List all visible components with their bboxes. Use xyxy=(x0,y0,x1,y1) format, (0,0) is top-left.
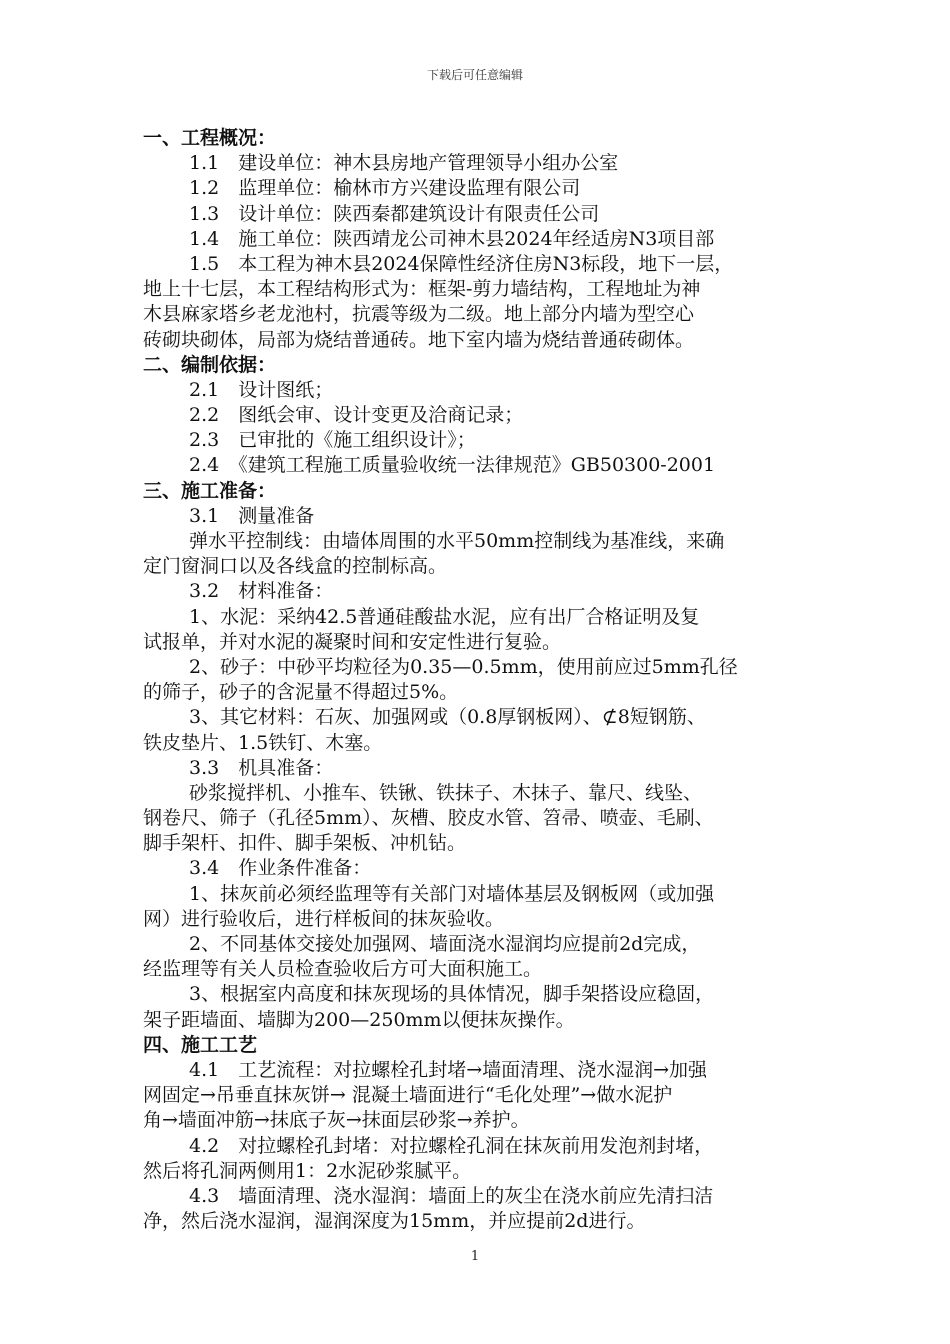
text-line: 4.2 对拉螺栓孔封堵：对拉螺栓孔洞在抹灰前用发泡剂封堵， xyxy=(189,1134,714,1157)
text-line: 2.1 设计图纸； xyxy=(189,378,334,401)
text-line: 2.2 图纸会审、设计变更及洽商记录； xyxy=(189,404,524,427)
text-line: 脚手架杆、扣件、脚手架板、冲机钻。 xyxy=(143,832,467,855)
text-line: 地上十七层，本工程结构形式为：框架-剪力墙结构，工程地址为神 xyxy=(143,278,701,301)
text-line: 2、砂子：中砂平均粒径为0.35—0.5mm，使用前应过5mm孔径 xyxy=(189,655,738,678)
text-line: 3、根据室内高度和抹灰现场的具体情况，脚手架搭设应稳固， xyxy=(189,983,715,1006)
text-line: 3.4 作业条件准备： xyxy=(189,857,372,880)
text-line: 然后将孔洞两侧用1：2水泥砂浆腻平。 xyxy=(143,1159,472,1182)
text-line: 木县麻家塔乡老龙池村，抗震等级为二级。地上部分内墙为型空心 xyxy=(143,303,695,326)
text-line: 2.3 已审批的《施工组织设计》； xyxy=(189,429,476,452)
text-line: 3.3 机具准备： xyxy=(189,756,334,779)
text-line: 1、抹灰前必须经监理等有关部门对墙体基层及钢板网（或加强 xyxy=(189,882,715,905)
section-heading: 四、施工工艺 xyxy=(143,1033,258,1056)
text-line: 3.2 材料准备： xyxy=(189,580,334,603)
text-line: 网）进行验收后，进行样板间的抹灰验收。 xyxy=(143,907,505,930)
document-body xyxy=(143,126,823,1234)
text-line: 架子距墙面、墙脚为200—250mm以便抹灰操作。 xyxy=(143,1008,575,1031)
text-line: 1.4 施工单位：陕西靖龙公司神木县2024年经适房N3项目部 xyxy=(189,227,715,250)
section-heading: 二、编制依据： xyxy=(143,353,277,376)
text-line: 2.4 《建筑工程施工质量验收统一法律规范》GB50300-2001 xyxy=(189,454,716,477)
text-line: 2、不同基体交接处加强网、墙面浇水湿润均应提前2d完成， xyxy=(189,933,701,955)
text-line: 1.5 本工程为神木县2024保障性经济住房N3标段，地下一层， xyxy=(189,252,734,275)
text-line: 钢卷尺、筛子（孔径5mm）、灰槽、胶皮水管、笤帚、喷壶、毛刷、 xyxy=(143,807,714,830)
page-number: 1 xyxy=(470,1249,480,1264)
text-line: 4.1 工艺流程：对拉螺栓孔封堵→墙面清理、浇水湿润→加强 xyxy=(189,1058,708,1081)
text-line: 1、水泥：采纳42.5普通硅酸盐水泥，应有出厂合格证明及复 xyxy=(189,605,700,628)
text-line: 1.3 设计单位：陕西秦都建筑设计有限责任公司 xyxy=(189,202,600,225)
text-line: 砖砌块砌体，局部为烧结普通砖。地下室内墙为烧结普通砖砌体。 xyxy=(143,328,695,351)
text-line: 1.1 建设单位：神木县房地产管理领导小组办公室 xyxy=(189,152,619,175)
text-line: 1.2 监理单位：榆林市方兴建设监理有限公司 xyxy=(189,177,581,200)
text-line: 3、其它材料：石灰、加强网或（0.8厚钢板网）、⊄8短钢筋、 xyxy=(189,706,706,729)
text-line: 弹水平控制线：由墙体周围的水平50mm控制线为基准线，来确 xyxy=(189,530,725,552)
text-line: 试报单，并对水泥的凝聚时间和安定性进行复验。 xyxy=(143,630,562,653)
text-line: 净，然后浇水湿润，湿润深度为15mm，并应提前2d进行。 xyxy=(143,1210,646,1233)
text-line: 3.1 测量准备 xyxy=(189,504,315,527)
text-line: 铁皮垫片、1.5铁钉、木塞。 xyxy=(143,731,383,754)
text-line: 经监理等有关人员检查验收后方可大面积施工。 xyxy=(143,958,543,981)
section-heading: 一、工程概况： xyxy=(143,127,277,149)
text-line: 的筛子，砂子的含泥量不得超过5%。 xyxy=(143,681,459,704)
text-line: 网固定→吊垂直抹灰饼→ 混凝土墙面进行“毛化处理”→做水泥护 xyxy=(143,1084,673,1107)
text-line: 定门窗洞口以及各线盒的控制标高。 xyxy=(143,555,448,578)
section-heading: 三、施工准备： xyxy=(143,479,277,502)
text-line: 砂浆搅拌机、小推车、铁锹、铁抹子、木抹子、靠尺、线坠、 xyxy=(189,781,703,804)
text-line: 4.3 墙面清理、浇水湿润：墙面上的灰尘在浇水前应先清扫洁 xyxy=(189,1184,714,1207)
text-line: 角→墙面冲筋→抹底子灰→抹面层砂浆→养护。 xyxy=(143,1109,530,1132)
header-note: 下载后可任意编辑 xyxy=(426,68,523,82)
